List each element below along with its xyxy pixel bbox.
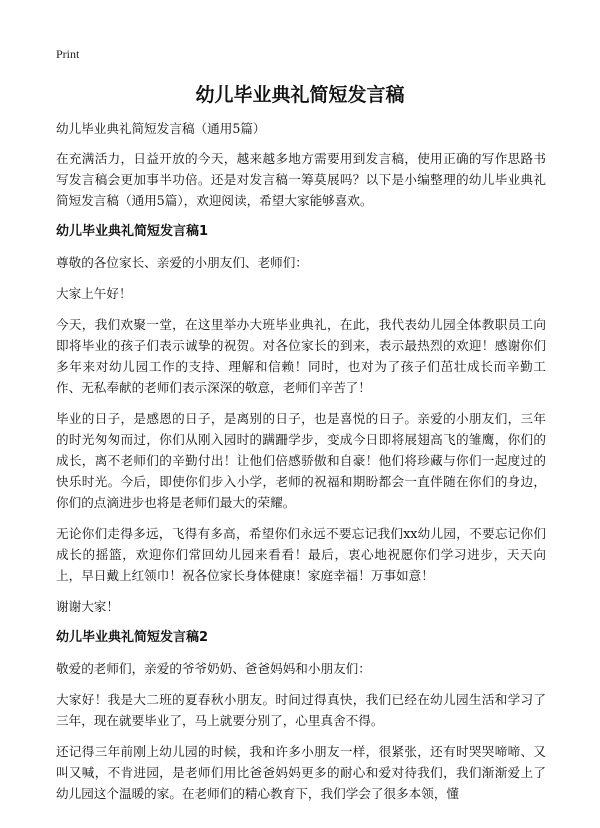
page-title: 幼儿毕业典礼简短发言稿 bbox=[195, 84, 405, 106]
section-heading-1: 幼儿毕业典礼简短发言稿1 bbox=[56, 224, 209, 239]
section-1-paragraph: 谢谢大家！ bbox=[56, 599, 119, 614]
section-2-paragraph: 大家好！我是大二班的夏春秋小朋友。时间过得真快，我们已经在幼儿园生活和学习了三年，现在就要毕业了，马上就要分别了，心里真舍不得。 bbox=[56, 692, 546, 728]
section-1-paragraph: 毕业的日子，是感恩的日子，是离别的日子，也是喜悦的日子。亲爱的小朋友们，三年的时光匆匆而过，你们从刚入园时的蹒跚学步，变成今日即将展翅高飞的雏鹰，你们的成长，离不老师们的辛勤付出！让他们倍感骄傲和自豪！他们将珍藏与你们一起度过的快乐时光。今后，即使你们步入小学，老师的祝福和期盼都会一直伴随在你们的身边，你们的点滴进步也将是老师们最大的荣耀。 bbox=[56, 411, 546, 510]
intro-paragraph: 在充满活力，日益开放的今天，越来越多地方需要用到发言稿，使用正确的写作思路书写发言稿会更加事半功倍。还是对发言稿一筹莫展吗？以下是小编整理的幼儿毕业典礼简短发言稿（通用5篇），欢迎阅读，希望大家能够喜欢。 bbox=[56, 151, 546, 208]
section-1-paragraph: 尊敬的各位家长、亲爱的小朋友们、老师们： bbox=[56, 255, 308, 270]
article-body bbox=[56, 118, 546, 814]
section-1-paragraph: 今天，我们欢聚一堂，在这里举办大班毕业典礼，在此，我代表幼儿园全体教职员工向即将毕业的孩子们表示诚挚的祝贺。对各位家长的到来，表示最热烈的欢迎！感谢你们多年来对幼儿园工作的支持、理解和信赖！同时，也对为了孩子们茁壮成长而辛勤工作、无私奉献的老师们表示深深的敬意，老师们辛苦了！ bbox=[56, 317, 546, 395]
section-2-paragraph: 还记得三年前刚上幼儿园的时候，我和许多小朋友一样，很紧张，还有时哭哭啼啼、又叫又喊，不肯进园，是老师们用比爸爸妈妈更多的耐心和爱对待我们，我们渐渐爱上了幼儿园这个温暖的家。在老师们的精心教育下，我们学会了很多本领，懂 bbox=[56, 744, 546, 801]
section-2-paragraph: 敬爱的老师们，亲爱的爷爷奶奶、爸爸妈妈和小朋友们： bbox=[56, 661, 371, 676]
print-label: Print bbox=[56, 47, 80, 61]
section-heading-2: 幼儿毕业典礼简短发言稿2 bbox=[56, 630, 209, 645]
section-1-paragraph: 大家上午好！ bbox=[56, 286, 132, 301]
article-subtitle: 幼儿毕业典礼简短发言稿（通用5篇） bbox=[56, 121, 266, 136]
section-1-paragraph: 无论你们走得多远，飞得有多高，希望你们永远不要忘记我们xx幼儿园，不要忘记你们成长的摇篮，欢迎你们常回幼儿园来看看！最后，衷心地祝愿你们学习进步，天天向上，早日戴上红领巾！祝各位家长身体健康！家庭幸福！万事如意！ bbox=[56, 526, 546, 583]
